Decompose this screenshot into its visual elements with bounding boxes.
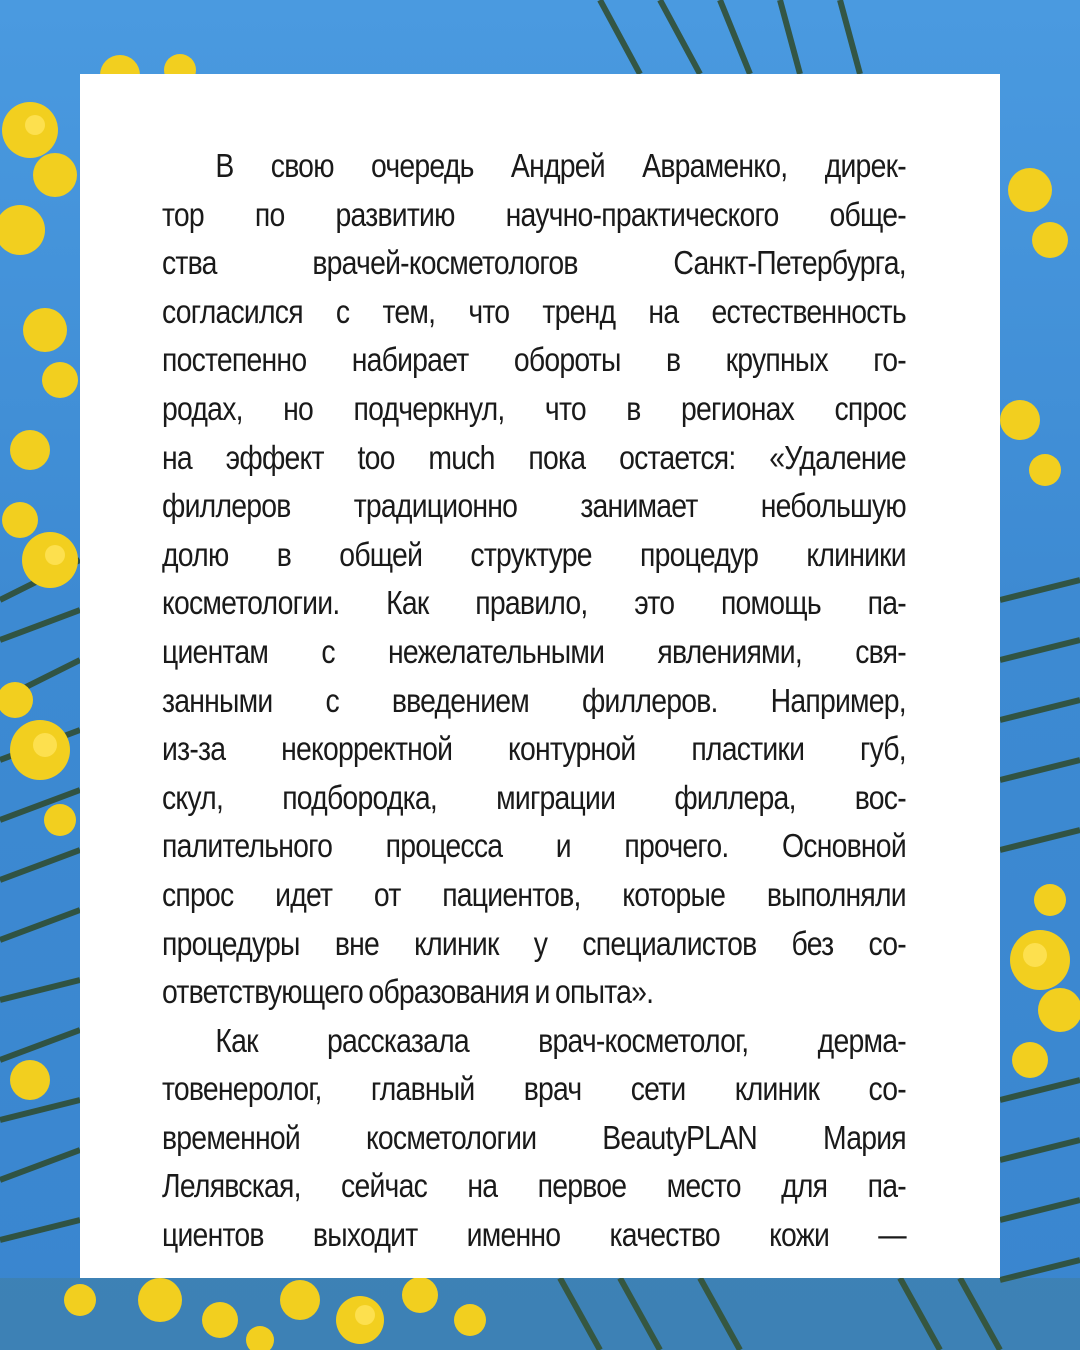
- text-line: долю в общей структуре процедур клиники: [162, 535, 906, 573]
- text-line: палительного процесса и прочего. Основной: [162, 827, 906, 865]
- text-line: процедуры вне клиник у специалистов без со-: [162, 924, 906, 962]
- text-line: товенеролог, главный врач сети клиник со-: [162, 1070, 906, 1108]
- text-line: на эффект too much пока остается: «Удаление: [162, 438, 906, 476]
- paragraph-1: [162, 142, 906, 1017]
- text-line: согласился с тем, что тренд на естественность: [162, 292, 906, 330]
- text-line: занными с введением филлеров. Например,: [162, 681, 906, 719]
- text-line: тор по развитию научно-практического обще-: [162, 195, 906, 233]
- text-line: из-за некорректной контурной пластики губ,: [162, 730, 906, 768]
- text-line: скул, подбородка, миграции филлера, вос-: [162, 778, 906, 816]
- text-line: Как рассказала врач-косметолог, дерма-: [215, 1021, 906, 1059]
- text-line: филлеров традиционно занимает небольшую: [162, 487, 906, 525]
- text-line: постепенно набирает обороты в крупных го-: [162, 341, 906, 379]
- text-line: ответствующего образования и опыта».: [162, 973, 654, 1011]
- text-line: циентам с нежелательными явлениями, свя-: [162, 632, 906, 670]
- text-line: временной косметологии BeautyPLAN Мария: [162, 1118, 906, 1156]
- paragraph-2: [162, 1017, 906, 1260]
- text-line: Лелявская, сейчас на первое место для па-: [162, 1167, 906, 1205]
- text-line: косметологии. Как правило, это помощь па-: [162, 584, 906, 622]
- text-card: [80, 74, 1000, 1278]
- text-line: циентов выходит именно качество кожи —: [162, 1216, 906, 1254]
- text-line: спрос идет от пациентов, которые выполняли: [162, 875, 906, 913]
- text-line: родах, но подчеркнул, что в регионах спрос: [162, 389, 906, 427]
- text-line: В свою очередь Андрей Авраменко, дирек-: [215, 147, 906, 184]
- text-line: ства врачей-косметологов Санкт-Петербурга,: [162, 244, 906, 282]
